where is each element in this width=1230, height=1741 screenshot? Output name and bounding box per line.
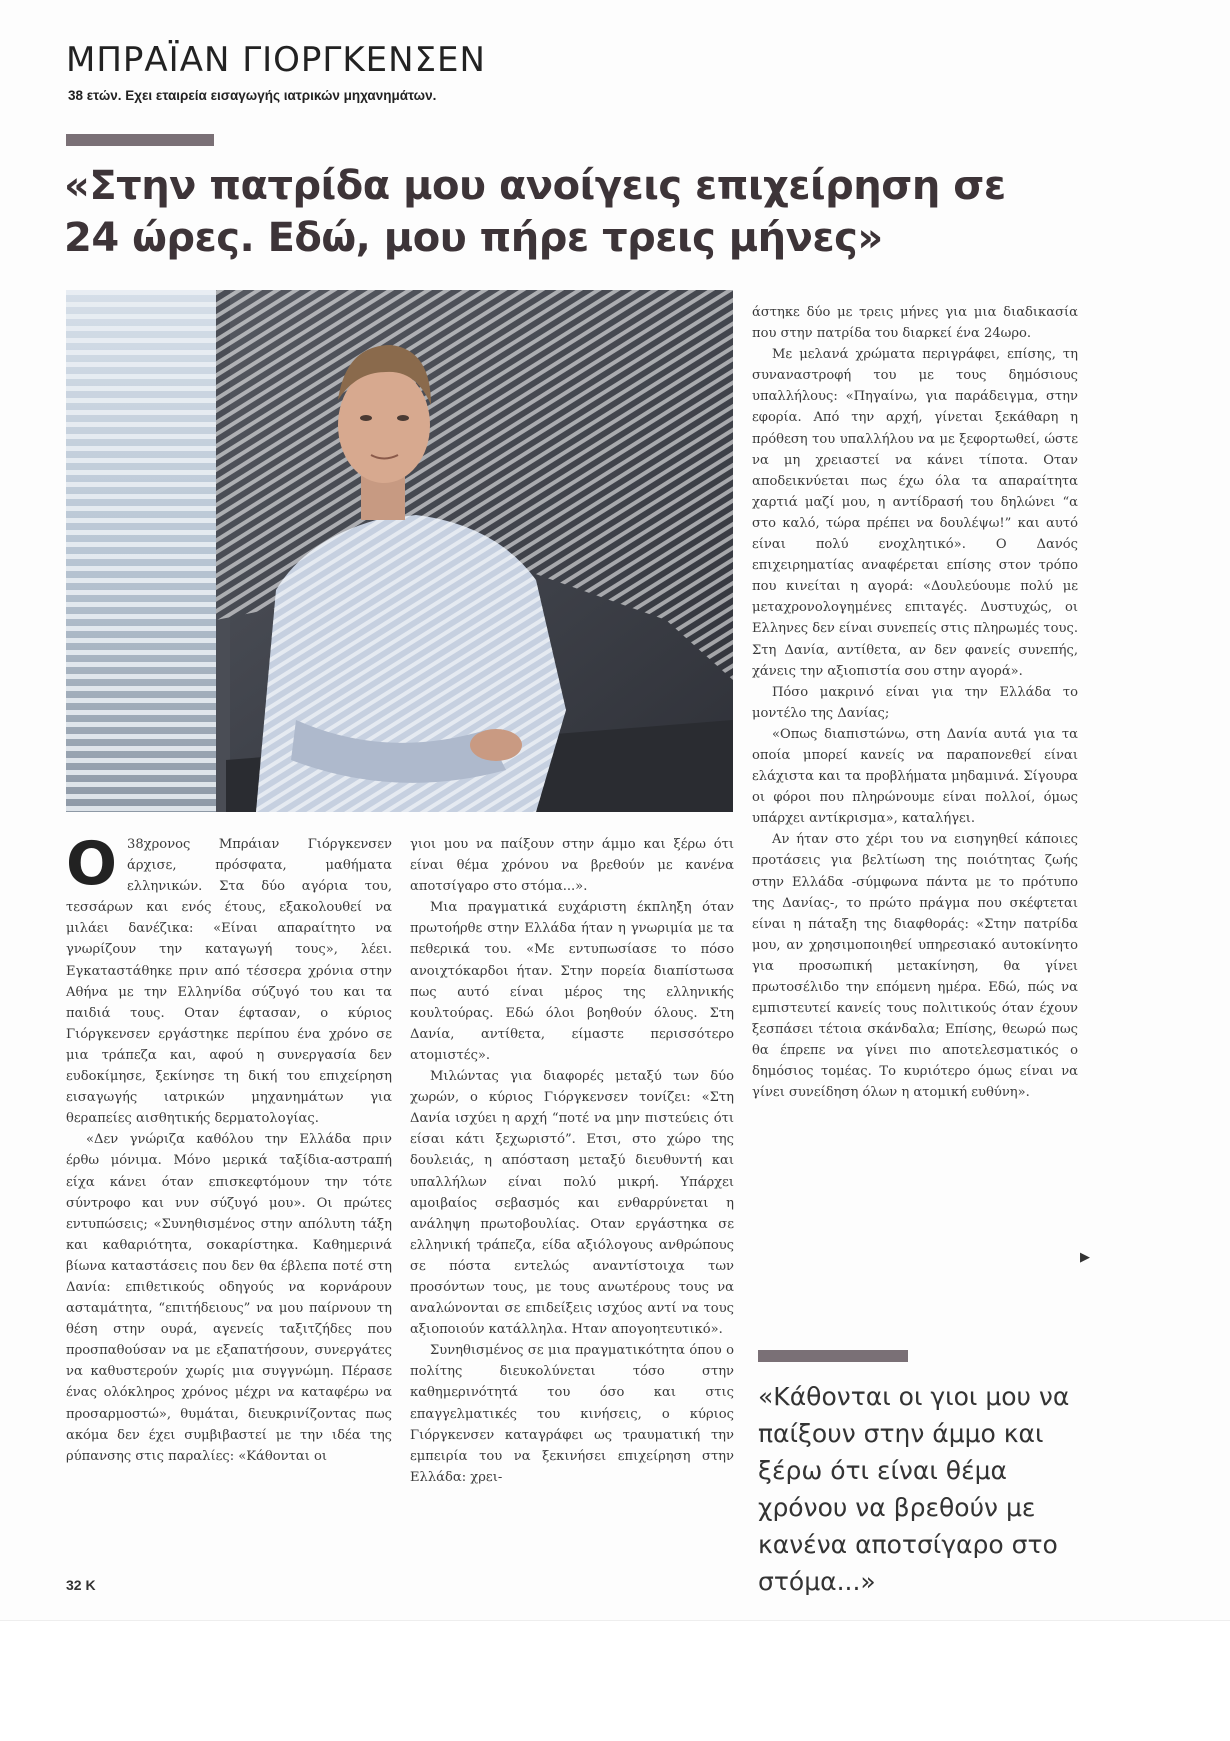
article-paragraph: Μια πραγματικά ευχάριστη έκπληξη όταν πρωτοήρθε στην Ελλάδα ήταν η γνωριμία με τα πεθερικά του. «Με εντυπωσίασε το πόσο ανοιχτόκαρδοι ήταν. Στην πορεία διαπίστωσα πως αυτό είναι μέρος της ελληνικής κουλτούρας. Εδώ όλοι βοηθούν όλους. Στη Δανία, αντίθετα, είμαστε περισσότερο ατομιστές». <box>410 900 734 1063</box>
article-paragraph: Αν ήταν στο χέρι του να εισηγηθεί κάποιες προτάσεις για βελτίωση της ποιότητας ζωής στην Ελλάδα -σύμφωνα πάντα με το πρότυπο της Δανίας-, το πρώτο πράγμα που σκέφτεται είναι η πάταξη της διαφθοράς: «Στην πατρίδα μου, αν χρησιμοποιηθεί υπηρεσιακό αυτοκίνητο για προσωπική μετακίνηση, θα γίνει πρωτοσέλιδο την επόμενη ημέρα. Εδώ, πώς να εμπιστευτεί κανείς τους πολιτικούς όταν έχουν ξεσπάσει τέτοια σκάνδαλα; Επίσης, θεωρώ πως θα έπρεπε να γίνει πιο αποτελεσματικός ο δημόσιος τομέας. Το κυριότερο όμως είναι να γίνει συνείδηση όλων η ατομική ευθύνη». <box>752 832 1078 1101</box>
accent-bar-quote <box>758 1350 908 1362</box>
drop-cap: Ο <box>66 829 118 899</box>
portrait-photo <box>66 290 733 812</box>
page-number: 32 K <box>66 1577 96 1593</box>
article-paragraph: «Δεν γνώριζα καθόλου την Ελλάδα πριν έρθω μόνιμα. Μόνο μερικά ταξίδια-αστραπή είχα κάνει όταν επισκεφτόμουν την τότε σύντροφο και νυν σύζυγό μου». Οι πρώτες εντυπώσεις; «Συνηθισμένος στην απόλυτη τάξη και καθαριότητα, σοκαρίστηκα. Καθημερινά βίωνα καταστάσεις που δεν θα έβλεπα ποτέ στη Δανία: επιθετικούς οδηγούς να κορνάρουν ασταμάτητα, “επιτήδειους” να μου παίρνουν τη θέση στην ουρά, αγενείς ταξιτζήδες που προσπαθούσαν να με εξαπατήσουν, συνεργάτες να καθυστερούν χωρίς μια συγγνώμη. Πέρασε ένας ολόκληρος χρόνος μέχρι να καταφέρω να προσαρμοστώ», θυμάται, διευκρινίζοντας πως ακόμα δεν έχει συμβιβαστεί με την ιδέα της ρύπανσης στις παραλίες: «Κάθονται οι <box>66 1132 392 1464</box>
article-paragraph: άστηκε δύο με τρεις μήνες για μια διαδικασία που στην πατρίδα του διαρκεί ένα 24ωρο. <box>752 305 1078 342</box>
article-column-2 <box>410 834 734 1488</box>
pull-quote: «Κάθονται οι γιοι μου να παίξουν στην άμμο και ξέρω ότι είναι θέμα χρόνου να βρεθούν με κανένα αποτσίγαρο στο στόμα...» <box>758 1382 1070 1596</box>
headline: «Στην πατρίδα μου ανοίγεις επιχείρηση σε 24 ώρες. Εδώ, μου πήρε τρεις μήνες» <box>64 163 1006 261</box>
article-paragraph: Ο 38χρονος Μπράιαν Γιόργκενσεν άρχισε, πρόσφατα, μαθήματα ελληνικών. Στα δύο αγόρια του, τεσσάρων και ενός έτους, εξακολουθεί να μιλάει δανέζικα: «Είναι απαραίτητο να γνωρίζουν την καταγωγή τους», λέει. Εγκαταστάθηκε πριν από τέσσερα χρόνια στην Αθήνα με την Ελληνίδα σύζυγό του και τα παιδιά τους. Οταν έφτασαν, ο κύριος Γιόργκενσεν εργάστηκε περίπου ένα χρόνο σε μια τράπεζα και, αφού η συνεργασία δεν ευδοκίμησε, ξεκίνησε τη δική του επιχείρηση εισαγωγής ιατρικών μηχανημάτων για θεραπείες αισθητικής δερματολογίας. <box>66 829 392 1127</box>
page-bottom-margin <box>0 1620 1230 1741</box>
person-name: ΜΠΡΑΪΑΝ ΓΙΟΡΓΚΕΝΣΕΝ <box>66 40 486 80</box>
article-paragraph: Μιλώντας για διαφορές μεταξύ των δύο χωρών, ο κύριος Γιόργκενσεν τονίζει: «Στη Δανία ισχύει η αρχή “ποτέ να μην πιστεύεις ότι είσαι κάτι ξεχωριστό”. Ετσι, στο χώρο της δουλειάς, η απόσταση μεταξύ διευθυντή και υπαλλήλων είναι πολύ μικρή. Υπάρχει αμοιβαίος σεβασμός και ενθαρρύνεται η ανάληψη πρωτοβουλίας. Οταν εργάστηκα σε ελληνική τράπεζα, είδα αξιόλογους ανθρώπους σε πόστα εντελώς αναντίστοιχα των προσόντων τους, με τους ανωτέρους τους να αναλώνονται σε επιδείξεις ισχύος αντί να τους αξιοποιούν κατάλληλα. Ηταν απογοητευτικό». <box>410 1069 734 1338</box>
accent-bar-top <box>66 134 214 146</box>
article-paragraph: Πόσο μακρινό είναι για την Ελλάδα το μοντέλο της Δανίας; <box>752 684 1078 721</box>
article-paragraph: γιοι μου να παίξουν στην άμμο και ξέρω ότι είναι θέμα χρόνου να βρεθούν με κανένα αποτσίγαρο στο στόμα...». <box>410 837 734 895</box>
article-paragraph: Με μελανά χρώματα περιγράφει, επίσης, τη συναναστροφή του με τους δημόσιους υπαλλήλους: «Πηγαίνω, για παράδειγμα, στην εφορία. Από την αρχή, γίνεται ξεκάθαρη η πρόθεση του υπαλλήλου να με ξεφορτωθεί, ώστε να μη χρειαστεί να κάνει τίποτα. Οταν αποδεικνύεται πως έχω όλα τα απαραίτητα χαρτιά μαζί μου, η αντίδρασή του δηλώνει “α στο καλό, τώρα πρέπει να δουλέψω!” και αυτό είναι πολύ ενοχλητικό». Ο Δανός επιχειρηματίας αναφέρεται επίσης στον τρόπο που κινείται η αγορά: «Δουλεύουμε πολύ με μεταχρονολογημένες επιταγές. Δυστυχώς, οι Ελληνες δεν είναι συνεπείς στις πληρωμές τους. Στη Δανία, αντίθετα, αν δεν φανείς συνεπής, χάνεις την αξιοπιστία σου στην αγορά». <box>752 347 1079 679</box>
person-description: 38 ετών. Εχει εταιρεία εισαγωγής ιατρικών μηχανημάτων. <box>68 88 437 103</box>
article-paragraph: Συνηθισμένος σε μια πραγματικότητα όπου ο πολίτης διευκολύνεται τόσο στην καθημερινότητά του όσο και στις επαγγελματικές του κινήσεις, ο κύριος Γιόργκενσεν καταγράφει ως τραυματική την εμπειρία του να ξεκινήσει επιχείρηση στην Ελλάδα: χρει- <box>410 1343 734 1485</box>
end-of-article-icon: ▶ <box>1080 1250 1090 1265</box>
article-paragraph: «Οπως διαπιστώνω, στη Δανία αυτά για τα οποία μπορεί κανείς να παραπονεθεί είναι ελάχιστα και τα προβλήματα μηδαμινά. Σίγουρα οι φόροι που πληρώνουμε είναι πολλοί, όμως υπάρχει αντίκρισμα», καταλήγει. <box>752 726 1078 827</box>
article-column-3 <box>752 302 1078 1104</box>
article-column-1 <box>66 829 392 1467</box>
